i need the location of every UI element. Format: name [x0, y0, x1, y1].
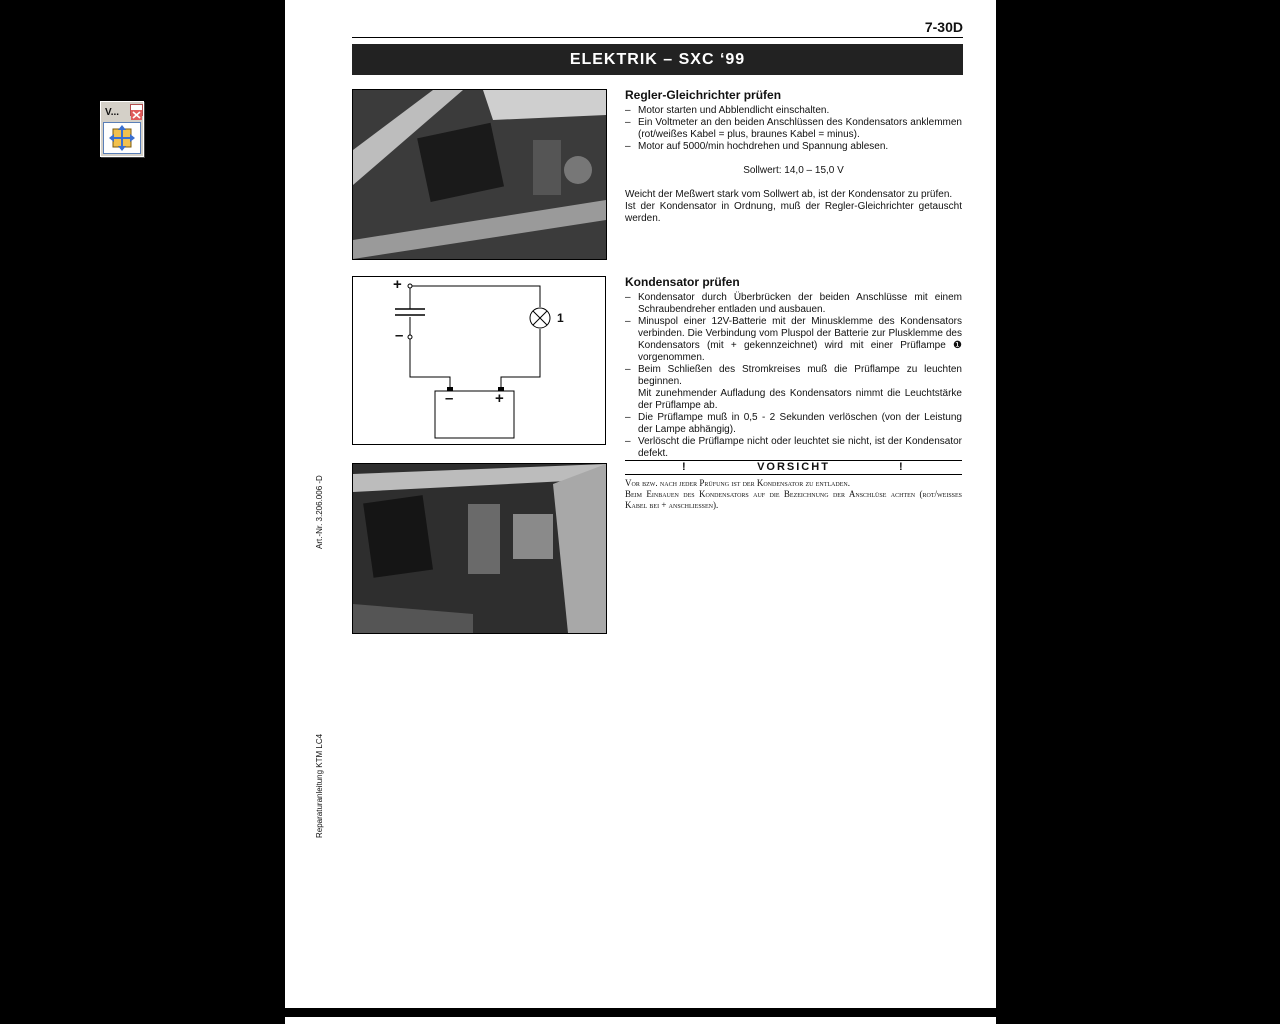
- warning-title: VORSICHT: [757, 461, 830, 473]
- warning-exclaim-left: !: [682, 461, 686, 473]
- side-label-manual: Reparaturanleitung KTM LC4: [315, 733, 324, 838]
- circuit-diagram: [352, 276, 606, 445]
- capacitor-plus-label: +: [393, 276, 402, 293]
- close-icon[interactable]: [130, 104, 143, 116]
- list-item: – Motor auf 5000/min hochdrehen und Spannung ablesen.: [625, 141, 962, 153]
- next-page-edge: [285, 1017, 996, 1024]
- list-item: – Minuspol einer 12V-Batterie mit der Minusklemme des Kondensators verbinden. Die Verbindung vom Pluspol der Batterie zur Plusklemme des Kondensators (mit + gekennzeichnet) wird mit einer Prüflampe ❶ vorgenommen.: [625, 316, 962, 364]
- warning-exclaim-right: !: [899, 461, 903, 473]
- list-item: – Kondensator durch Überbrücken der beiden Anschlüsse mit einem Schraubendreher entladen und ausbauen.: [625, 292, 962, 316]
- list-item-text: Beim Schließen des Stromkreises muß die Prüflampe zu leuchten beginnen.: [638, 364, 962, 387]
- move-arrows-icon[interactable]: [103, 122, 141, 154]
- section-regler: [625, 88, 962, 225]
- page-number: 7-30D: [924, 19, 963, 35]
- section-regler-paragraph: Weicht der Meßwert stark vom Sollwert ab, ist der Kondensator zu prüfen.: [625, 189, 953, 200]
- section-regler-paragraph: Ist der Kondensator in Ordnung, muß der Regler-Gleichrichter getauscht werden.: [625, 201, 962, 224]
- warning-line: Beim Einbauen des Kondensators auf die Bezeichnung der Anschlüse achten (rot/weißes Kabel bei + anschliessen).: [625, 489, 962, 510]
- capacitor-photo: [352, 463, 607, 634]
- list-item: – Die Prüflampe muß in 0,5 - 2 Sekunden verlöschen (von der Leistung der Lampe abhängig).: [625, 412, 962, 436]
- list-item-continuation: Mit zunehmender Aufladung des Kondensators nimmt die Leuchtstärke der Prüflampe ab.: [638, 388, 962, 411]
- capacitor-minus-label: –: [395, 327, 404, 344]
- tool-window-title: V...: [105, 107, 120, 118]
- section-regler-list: [625, 105, 962, 153]
- section-kondensator: [625, 275, 962, 460]
- document-page: [285, 0, 996, 1008]
- floating-tool-window: [100, 101, 144, 157]
- sollwert-text: Sollwert: 14,0 – 15,0 V: [743, 165, 844, 176]
- section-regler-heading: Regler-Gleichrichter prüfen: [625, 88, 782, 102]
- regulator-photo: [352, 89, 607, 260]
- warning-header: [625, 460, 962, 475]
- header-rule: [352, 37, 963, 38]
- section-kondensator-heading: Kondensator prüfen: [625, 275, 740, 289]
- list-item: [625, 364, 962, 412]
- warning-line: Vor bzw. nach jeder Prüfung ist der Kondensator zu entladen.: [625, 478, 850, 488]
- list-item: – Verlöscht die Prüflampe nicht oder leuchtet sie nicht, ist der Kondensator defekt.: [625, 436, 962, 460]
- battery-minus-label: –: [445, 390, 454, 407]
- page-title: ELEKTRIK – SXC ‘99: [352, 44, 963, 75]
- section-kondensator-list: [625, 292, 962, 460]
- battery-plus-label: +: [495, 390, 504, 407]
- side-label-article: Art.-Nr. 3.206.006 -D: [315, 475, 324, 549]
- list-item: – Ein Voltmeter an den beiden Anschlüssen des Kondensators anklemmen (rot/weißes Kabel = plus, braunes Kabel = minus).: [625, 117, 962, 141]
- list-item: – Motor starten und Abblendlicht einschalten.: [625, 105, 962, 117]
- lamp-label: 1: [557, 311, 564, 325]
- warning-text: [625, 478, 962, 511]
